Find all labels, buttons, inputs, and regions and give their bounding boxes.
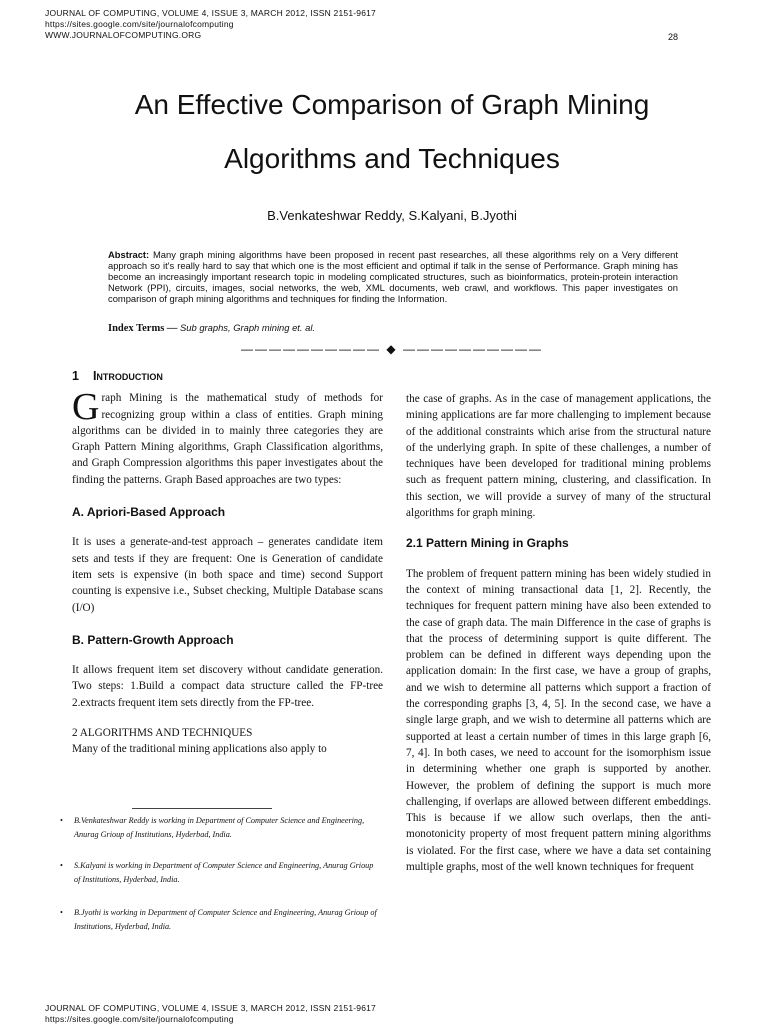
abstract-text: Many graph mining algorithms have been proposed in recent past researches, all these algorithms rely on a Very different approach so it's really hard to say that which one is the most efficient and optimal if talk in the sense of Performance. Graph mining has become an increasingly important research topic in modeling complicated structures, such as bioinformatics, protein-protein interaction Network (PPI), circuits, images, social networks, the web, XML documents, web crawl, and workflows. This paper investigates on comparison of graph mining algorithms and techniques for finding the Information. — [108, 249, 679, 304]
running-footer — [45, 1003, 376, 1025]
footnote-2-text: S.Kalyani is working in Department of Computer Science and Engineering, Anurag Grioup of Institutions, Hyderbad, India. — [74, 861, 374, 884]
subsection-b-title: B. Pattern-Growth Approach — [72, 632, 234, 647]
right-paragraph-1: the case of graphs. As in the case of management applications, the mining applications are far more challenging to implement because of the additional constraints which arise from the structural nature of the underlying graph. In spite of these challenges, a number of techniques have been developed for traditional mining problems such as frequent pattern mining, clustering, and classification. In this section, we will provide a survey of many of the structural algorithms for graph mining. — [406, 393, 711, 520]
intro-paragraph — [72, 386, 383, 488]
subsection-2-1-title: 2.1 Pattern Mining in Graphs — [406, 536, 569, 551]
bullet-icon: • — [60, 861, 63, 870]
footnote-1-text: B.Venkateshwar Reddy is working in Department of Computer Science and Engineering, Anurag Grioup of Institutions, Hyderbad, India. — [74, 816, 365, 839]
right-paragraph-2: The problem of frequent pattern mining has been widely studied in the context of mining transactional data [1, 2]. Recently, the techniques for frequent pattern mining have also been extended to the case of graph data. The main Difference in the case of graphs is that the process of determining support is quite different. The problem can be defined in different ways depending upon the application domain: In the first case, we have a group of graphs, and we wish to determine all patterns which support a fraction of the corresponding graphs [3, 4, 5]. In the second case, we have a single large graph, and we wish to determine all patterns which are supported at least a certain number of times in this large graph [6, 7, 4]. In both cases, we need to account for the isomorphism issue in determining whether one graph is supported by another. However, the problem of defining the support is much more challenging, if overlaps are allowed between different embeddings. This is because if we allow such overlaps, then the anti-monotonicity property of most frequent pattern mining algorithms is violated. For the first case, where we have a data set containing multiple graphs, most of the well known techniques for frequent — [406, 567, 711, 874]
abstract — [108, 249, 678, 304]
section-2-text: Many of the traditional mining applications also apply to — [72, 743, 327, 756]
section-2-heading: 2 ALGORITHMS AND TECHNIQUES — [72, 727, 253, 740]
bullet-icon: • — [60, 908, 63, 917]
footnote-rule — [132, 808, 272, 809]
left-column — [72, 368, 383, 758]
header-site-line: WWW.JOURNALOFCOMPUTING.ORG — [45, 30, 202, 40]
subsection-a-text: It is uses a generate-and-test approach – generates candidate item sets and tests if they are frequent: One is Generation of candidate item sets is expensive (in both space and time) second Support counting is expensive i.e., Subset checking, Multiple Database scans (I/O) — [72, 536, 383, 614]
index-terms — [108, 322, 315, 334]
header-url-line: https://sites.google.com/site/journalofcomputing — [45, 19, 234, 29]
footer-url-line: https://sites.google.com/site/journalofcomputing — [45, 1014, 234, 1024]
section-divider: —————————— ◆ —————————— — [241, 342, 543, 356]
page-number: 28 — [667, 32, 678, 42]
intro-dropcap: G — [72, 386, 100, 429]
footer-journal-line: JOURNAL OF COMPUTING, VOLUME 4, ISSUE 3, MARCH 2012, ISSN 2151-9617 — [45, 1003, 376, 1013]
abstract-label: Abstract: — [108, 249, 150, 260]
index-terms-label: Index Terms — — [108, 323, 178, 334]
subsection-b-text: It allows frequent item set discovery without candidate generation. Two steps: 1.Build a compact data structure called the FP-tree 2.extracts frequent item sets directly from the FP-tree. — [72, 664, 383, 709]
running-header — [45, 8, 376, 41]
section-1-title: Introduction — [92, 369, 163, 383]
subsection-a-title: A. Apriori-Based Approach — [72, 505, 226, 520]
section-1-heading — [72, 368, 383, 384]
footnote-3-text: B.Jyothi is working in Department of Computer Science and Engineering, Anurag Grioup of Institutions, Hyderbad, India. — [74, 908, 377, 931]
footnote-1 — [60, 814, 380, 841]
section-1-number: 1 — [72, 369, 79, 383]
intro-text: raph Mining is the mathematical study of methods for recognizing group within a class of entities. Graph mining algorithms can be divided in to mainly three categories they are Graph Pattern Mining algorithms, Graph Classification algorithms, and Graph Compression algorithms this paper investigates about the finding the patterns. Graph Based approaches are two types: — [72, 392, 383, 486]
authors: B.Venkateshwar Reddy, S.Kalyani, B.Jyothi — [267, 208, 517, 223]
right-column — [406, 391, 711, 875]
title-line-1: An Effective Comparison of Graph Mining — [134, 89, 650, 120]
footnote-2 — [60, 859, 380, 886]
bullet-icon: • — [60, 816, 63, 825]
title-line-2: Algorithms and Techniques — [224, 143, 560, 174]
header-journal-line: JOURNAL OF COMPUTING, VOLUME 4, ISSUE 3, MARCH 2012, ISSN 2151-9617 — [45, 8, 376, 18]
paper-title — [0, 78, 768, 186]
footnote-3 — [60, 906, 380, 933]
index-terms-text: Sub graphs, Graph mining et. al. — [180, 322, 316, 333]
